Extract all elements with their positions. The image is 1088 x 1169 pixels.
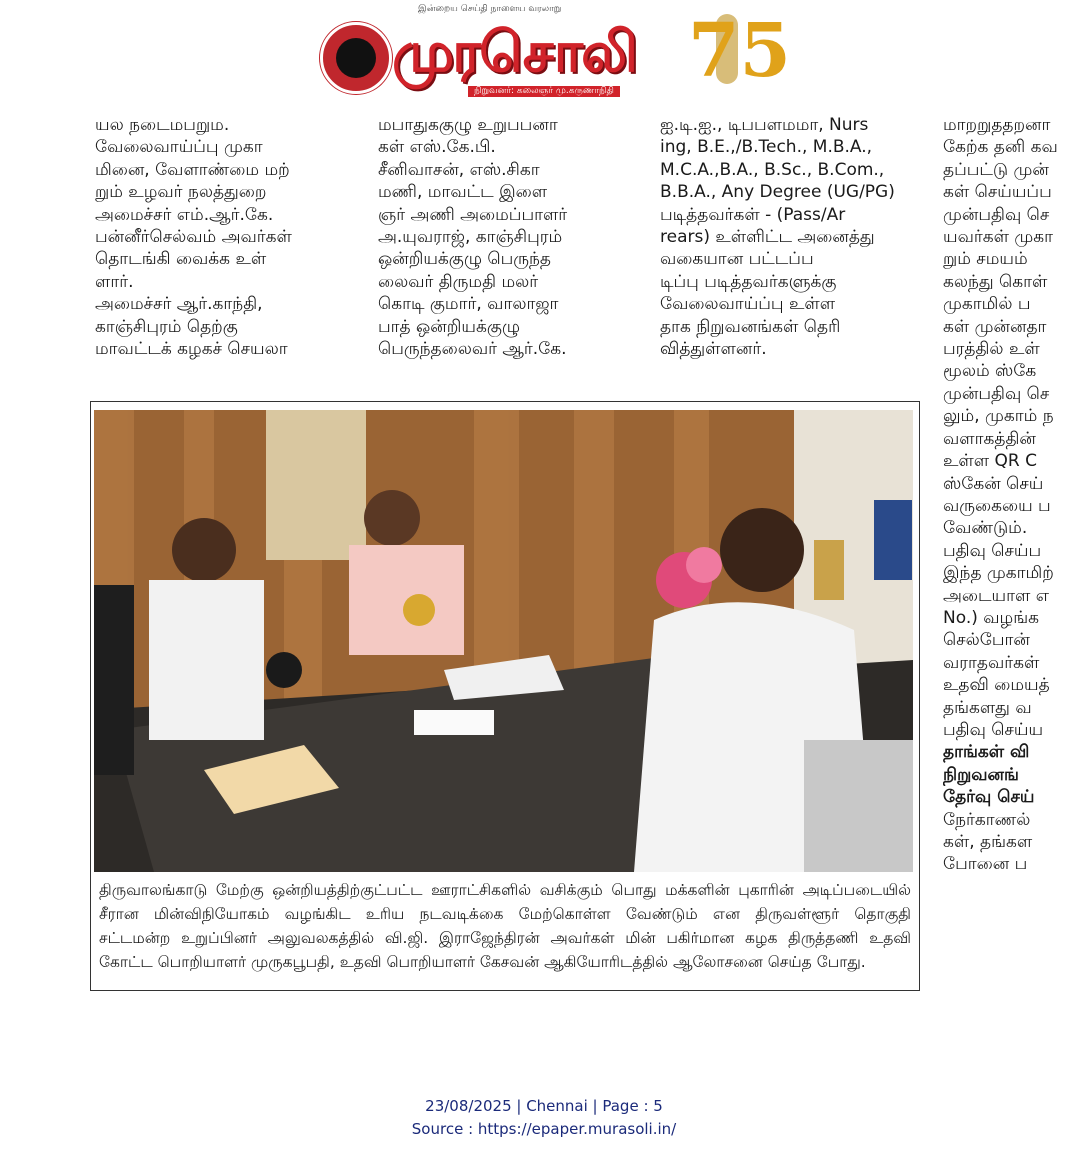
article-line: ஐ.டி.ஐ., டிபபளமமா, Nurs — [660, 115, 869, 135]
article-line: வேண்டும். — [943, 518, 1028, 539]
caption-line: திருவாலங்காடு மேற்கு ஒன்றியத்திற்குட்பட்ட ஊராட்சிகளில் வசிக்கும் பொது மக்களின் புகாரின் அடிப்படையில் — [99, 881, 911, 899]
article-line: முகாமில் ப — [943, 294, 1031, 315]
footer-source-line: Source : https://epaper.murasoli.in/ — [411, 1120, 677, 1138]
article-line: கொடி குமார், வாலாஜா — [378, 294, 559, 315]
article-line: படித்தவர்கள் - (Pass/Ar — [660, 204, 846, 225]
article-line: தாங்கள் வி — [943, 742, 1030, 763]
article-line: முன்பதிவு செ — [943, 383, 1050, 404]
article-line: No.) வழங்க — [943, 607, 1039, 628]
article-line: மாவட்டக் கழகச் செயலா — [95, 339, 288, 360]
article-line: மாறறுததறனா — [943, 115, 1051, 135]
article-line: பதிவு செய்ப — [943, 540, 1042, 561]
newspaper-name: முரசொலி — [392, 20, 636, 85]
article-column-4 — [943, 114, 1088, 876]
article-line: கள் முன்னதா — [943, 316, 1047, 337]
article-line: பெருந்தலைவர் ஆர்.கே. — [378, 339, 567, 360]
article-line: உதவி மையத் — [943, 675, 1050, 696]
article-line: வேலைவாய்ப்பு முகா — [95, 137, 263, 158]
article-line: தப்பட்டு முன் — [943, 159, 1049, 180]
article-line: ஒன்றியக்குழு பெருந்த — [378, 249, 551, 270]
article-line: வேலைவாய்ப்பு உள்ள — [660, 294, 836, 315]
article-line: காஞ்சிபுரம் தெற்கு — [95, 316, 238, 337]
article-line: ளார். — [95, 271, 134, 292]
article-line: யவர்கள் முகா — [943, 227, 1053, 248]
article-line: யல நடைமபறும. — [95, 115, 230, 135]
article-line: வராதவர்கள் — [943, 652, 1040, 673]
caption-line: சீரான மின்விநியோகம் வழங்கிட உரிய நடவடிக்கை மேற்கொள்ள வேண்டும் என திருவள்ளூர் தொகுதி — [99, 905, 911, 923]
article-line: ing, B.E.,/B.Tech., M.B.A., — [660, 137, 873, 158]
office-meeting-illustration — [94, 410, 913, 872]
article-line: வித்துள்ளனர். — [660, 339, 767, 360]
article-line: வகையான பட்டப்ப — [660, 249, 814, 270]
article-line: கள் செய்யப்ப — [943, 182, 1052, 203]
article-line: நேர்காணல் — [943, 809, 1031, 830]
founder-line: நிறுவனர்: கலைஞர் மு.கருணாநிதி — [468, 86, 620, 97]
meeting-photo — [94, 410, 913, 872]
article-column-3 — [660, 114, 916, 360]
article-line: M.C.A.,B.A., B.Sc., B.Com., — [660, 159, 885, 180]
article-line: தேர்வு செய் — [943, 787, 1035, 808]
article-line: மினை, வேளாண்மை மற் — [95, 159, 290, 180]
article-line: அமைச்சர் எம்.ஆர்.கே. — [95, 204, 274, 225]
article-line: றும் சமயம் — [943, 249, 1028, 270]
article-line: கள் எஸ்.கே.பி. — [378, 137, 496, 158]
article-line: வருகையை ப — [943, 495, 1051, 516]
article-column-2 — [378, 114, 632, 360]
article-line: மூலம் ஸ்கே — [943, 361, 1037, 382]
article-line: கள், தங்கள — [943, 832, 1033, 852]
article-line: இந்த முகாமிற் — [943, 563, 1054, 584]
article-line: வளாகத்தின் — [943, 428, 1036, 449]
article-line: ஸ்கேன் செய் — [943, 473, 1044, 494]
article-line: லைவர் திருமதி மலர் — [378, 271, 539, 292]
article-line: சீனிவாசன், எஸ்.சிகா — [378, 159, 540, 180]
article-line: அடையாள எ — [943, 585, 1049, 606]
article-line: முன்பதிவு செ — [943, 204, 1050, 225]
article-line: அ.யுவராஜ், காஞ்சிபுரம் — [378, 227, 563, 248]
photo-caption — [99, 878, 911, 974]
caption-line: கோட்ட பொறியாளர் முருகபூபதி, உதவி பொறியாளர் கேசவன் ஆகியோரிடத்தில் ஆலோசனை செய்த போது. — [99, 953, 866, 971]
masthead-tagline: இன்றைய செய்தி நாளைய வரலாறு — [418, 4, 562, 14]
article-line: தங்களது வ — [943, 697, 1032, 718]
article-line: பதிவு செய்ய — [943, 719, 1044, 740]
article-line: ஞர் அணி அமைப்பாளர் — [378, 204, 568, 225]
article-line: அமைச்சர் ஆர்.காந்தி, — [95, 294, 263, 315]
article-line: நிறுவனங் — [943, 764, 1019, 785]
article-line: கலந்து கொள் — [943, 271, 1048, 292]
article-line: தாக நிறுவனங்கள் தெரி — [660, 316, 841, 337]
anniversary-seal-logo — [320, 22, 392, 94]
article-line: செல்போன் — [943, 630, 1030, 651]
footer-date-line: 23/08/2025 | Chennai | Page : 5 — [425, 1097, 663, 1115]
article-line: மணி, மாவட்ட இளை — [378, 182, 548, 203]
caption-line: சட்டமன்ற உறுப்பினர் அலுவலகத்தில் வி.ஜி. இராஜேந்திரன் அவர்கள் மின் பகிர்மான கழக திருத்தணி உதவி — [99, 929, 911, 947]
article-line: பரத்தில் உள் — [943, 339, 1040, 360]
article-line: தொடங்கி வைக்க உள் — [95, 249, 267, 270]
article-line: rears) உள்ளிட்ட அனைத்து — [660, 227, 875, 248]
article-line: பாத் ஒன்றியக்குழு — [378, 316, 520, 337]
article-line: போனை ப — [943, 854, 1028, 875]
article-line: லும், முகாம் ந — [943, 406, 1054, 427]
anniversary-number: 75 — [688, 8, 791, 94]
article-column-1 — [95, 114, 351, 360]
article-line: B.B.A., Any Degree (UG/PG) — [660, 182, 895, 203]
article-line: டிப்பு படித்தவர்களுக்கு — [660, 271, 837, 292]
masthead — [318, 4, 791, 102]
article-line: பன்னீர்செல்வம் அவர்கள் — [95, 227, 292, 248]
article-line: கேற்க தனி கவ — [943, 137, 1058, 158]
article-line: உள்ள QR C — [943, 451, 1037, 472]
photo-box — [90, 401, 920, 991]
article-line: மபாதுககுழு உறுபபனா — [378, 115, 558, 135]
article-line: றும் உழவர் நலத்துறை — [95, 182, 267, 203]
